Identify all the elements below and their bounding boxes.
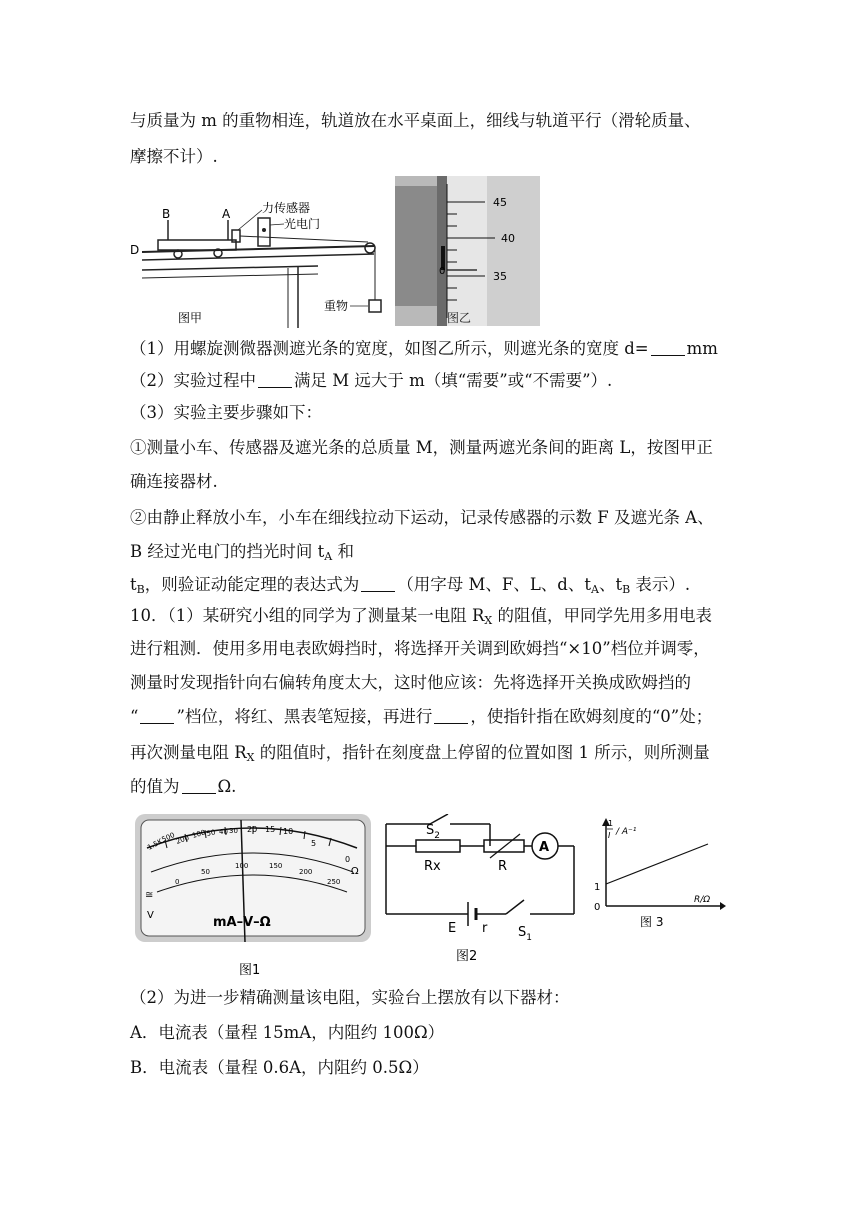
scale-label: 15 [265,825,276,834]
inner-label: 100 [235,862,249,870]
tick-40: 40 [501,232,515,245]
caption-fig2: 图2 [456,949,478,964]
text-line: 与质量为 m 的重物相连，轨道放在水平桌面上，细线与轨道平行（滑轮质量、 [130,111,701,130]
scale-label: 40 [219,828,228,836]
caption-yi: 图乙 [447,311,472,325]
figure-jia [128,180,388,328]
inner-label: 50 [201,868,210,876]
caption-fig3: 图 3 [640,915,664,929]
y-label-numerator: 1 [608,819,614,828]
label-b: B [162,207,171,221]
caption-jia: 图甲 [178,311,203,325]
step-1: ①测量小车、传感器及遮光条的总质量 M，测量两遮光条间的距离 L，按图甲正 [130,438,713,457]
answer-blank[interactable] [651,339,685,356]
part-2: （2）为进一步精确测量该电阻，实验台上摆放有以下器材： [130,988,570,1007]
problem-10-line: 再次测量电阻 $R_X$ 的阻值时，指针在刻度盘上停留的位置如图 1 所示，则所测量 [130,743,710,764]
scale-label: 1.5K [146,837,164,852]
problem-10-line: 进行粗测．使用多用电表欧姆挡时，将选择开关调到欧姆挡“×10”档位并调零， [130,639,710,658]
scale-label: 5 [311,839,317,848]
option-b: B．电流表（量程 0.6A，内阻约 0.5Ω） [130,1058,429,1077]
inner-label: 250 [327,878,341,886]
scale-label: 30 [229,827,238,835]
y-label-denominator: I [608,831,611,840]
meter-unit-text: mA–V–Ω [213,915,271,930]
step-2-cont: B 经过光电门的挡光时间 $t_A$ 和 [130,542,354,563]
label-photogate: 光电门 [284,217,321,231]
question-3: （3）实验主要步骤如下： [130,403,322,422]
y-label-unit: / A⁻¹ [616,827,637,837]
figure-1-multimeter [135,814,371,980]
tick-35: 35 [493,270,507,283]
option-a: A．电流表（量程 15mA，内阻约 100Ω） [130,1023,445,1042]
label-s1: $S_1$ [518,925,532,943]
label-s2: $S_2$ [426,823,440,841]
scale-label: 20 [247,825,258,834]
question-2: （2）实验过程中 满足 M 远大于 m（填“需要”或“不需要”）. [130,371,613,390]
label-weight: 重物 [324,299,349,313]
answer-blank[interactable] [140,707,174,724]
problem-10: 10．（1）某研究小组的同学为了测量某一电阻 $R_X$ 的阻值，甲同学先用多用电表 [130,606,713,627]
scale-label: 50 [205,828,217,838]
figure-3-graph [590,814,726,944]
answer-blank[interactable] [258,371,292,388]
scale-label: 200 [174,833,191,846]
inner-label: 0 [175,878,180,886]
label-d: D [130,243,140,257]
ammeter-icon: A [539,840,550,855]
problem-10-line: “ ”档位，将红、黑表笔短接，再进行 ，使指针指在欧姆刻度的“0”处； [130,707,713,726]
inner-label: 150 [269,862,283,870]
label-r-internal: r [482,921,488,936]
ac-symbol: ≅ [145,890,154,901]
x-label: R/Ω [694,895,711,905]
scale-label: 10 [283,827,294,836]
scale-label: 500 [160,831,177,844]
problem-10-line: 的值为 Ω. [130,777,237,796]
scale-label: 0 [345,855,351,864]
label-force-sensor: 力传感器 [262,201,311,215]
caption-fig1: 图1 [239,963,261,978]
omega-symbol: Ω [351,866,359,877]
figure-2-circuit [380,814,580,974]
question-1: （1）用螺旋测微器测遮光条的宽度，如图乙所示，则遮光条的宽度 d= mm [130,339,718,358]
answer-blank[interactable] [434,707,468,724]
step-2: ②由静止释放小车，小车在细线拉动下运动，记录传感器的示数 F 及遮光条 A、 [130,508,714,527]
step-1-cont: 确连接器材. [130,472,218,491]
answer-blank[interactable] [182,777,216,794]
answer-blank[interactable] [361,575,395,592]
label-e: E [448,921,457,936]
label-rx: Rx [424,859,441,874]
step-3-expression: $t_B$，则验证动能定理的表达式为 （用字母 M、F、L、d、$t_A$、$t_B$ 表示）. [130,575,691,596]
tick-45: 45 [493,196,507,209]
problem-10-line: 测量时发现指针向右偏转角度太大，这时他应该：先将选择开关换成欧姆挡的 [130,673,691,692]
intercept-label: 1 [594,882,601,893]
volt-symbol: V [147,910,154,921]
figure-yi [395,176,540,326]
inner-label: 200 [299,868,313,876]
scale-label: 100 [191,828,207,840]
label-a: A [222,207,231,221]
text-line: 摩擦不计）. [130,147,218,166]
label-r: R [498,859,508,874]
tick-0: 0 [439,266,446,277]
origin-label: 0 [594,902,601,913]
